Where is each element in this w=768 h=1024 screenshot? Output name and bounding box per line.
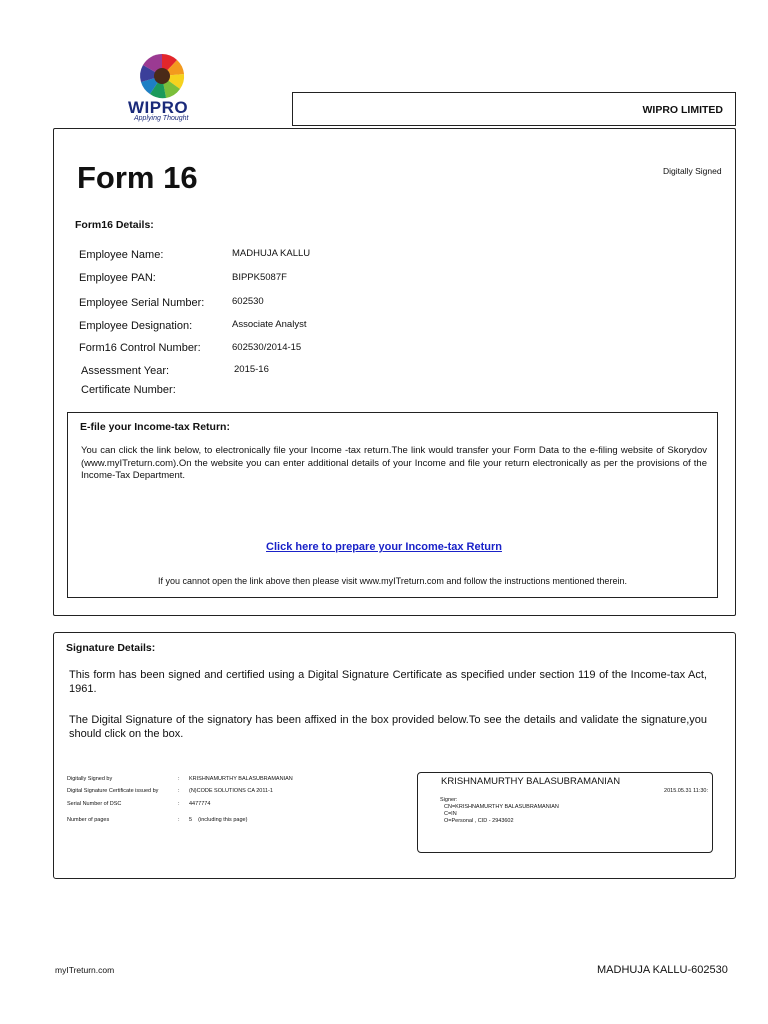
control-number-value: 602530/2014-15 xyxy=(232,342,302,353)
dsc-serial-label: Serial Number of DSC xyxy=(67,801,122,807)
digitally-signed-label: Digitally Signed xyxy=(663,166,722,176)
logo-text: WIPRO xyxy=(128,98,189,117)
signer-org: O=Personal , CID - 2943602 xyxy=(444,818,514,824)
efile-description: You can click the link below, to electronically file your Income -tax return.The link would transfer your Form Data to the e-filing website of Skorydov (www.myITreturn.com).On the website you can enter additional details of your Income and file your return electronically as per the provisions of the Income-Tax Department. xyxy=(81,445,707,481)
logo-tagline: Applying Thought xyxy=(134,115,189,122)
signed-by-label: Digitally Signed by xyxy=(67,776,113,782)
cert-issuer-label: Digital Signature Certificate issued by xyxy=(67,788,159,794)
signer-details xyxy=(440,797,559,825)
signature-paragraph-2: The Digital Signature of the signatory has been affixed in the box provided below.To see the details and validate the signature,you should click on the box. xyxy=(69,714,707,740)
signer-country: C=IN xyxy=(444,811,457,817)
pages-sep: : xyxy=(178,817,180,823)
cert-issuer-value: (N)CODE SOLUTIONS CA 2011-1 xyxy=(189,788,273,794)
signature-heading: Signature Details: xyxy=(66,642,156,654)
signed-by-sep: : xyxy=(178,776,180,782)
assessment-year-label: Assessment Year: xyxy=(81,365,170,377)
signed-by-value: KRISHNAMURTHY BALASUBRAMANIAN xyxy=(189,776,293,782)
employee-designation-value: Associate Analyst xyxy=(232,319,307,330)
employee-serial-label: Employee Serial Number: xyxy=(79,297,205,309)
signer-cn: CN=KRISHNAMURTHY BALASUBRAMANIAN xyxy=(444,804,559,810)
pages-value: 5 (including this page) xyxy=(189,817,248,823)
assessment-year-value: 2015-16 xyxy=(234,364,269,375)
pages-label: Number of pages xyxy=(67,817,110,823)
efile-box xyxy=(67,412,718,598)
employee-name-label: Employee Name: xyxy=(79,249,164,261)
prepare-return-link[interactable]: Click here to prepare your Income-tax Return xyxy=(266,541,502,553)
company-header-box xyxy=(292,92,736,126)
employee-serial-value: 602530 xyxy=(232,296,264,307)
employee-pan-label: Employee PAN: xyxy=(79,272,156,284)
cert-issuer-sep: : xyxy=(178,788,180,794)
signature-date: 2015.05.31 11:30: xyxy=(664,788,708,794)
employee-pan-value: BIPPK5087F xyxy=(232,272,287,283)
digital-signature-box[interactable] xyxy=(417,772,713,853)
dsc-serial-sep: : xyxy=(178,801,180,807)
wipro-logo xyxy=(120,52,280,124)
efile-note: If you cannot open the link above then please visit www.myITreturn.com and follow the instructions mentioned therein. xyxy=(158,576,627,586)
form16-details-heading: Form16 Details: xyxy=(75,219,154,231)
employee-name-value: MADHUJA KALLU xyxy=(232,248,311,259)
page-title: Form 16 xyxy=(77,160,198,195)
footer-employee-id: MADHUJA KALLU-602530 xyxy=(597,964,728,976)
company-name: WIPRO LIMITED xyxy=(642,104,723,116)
control-number-label: Form16 Control Number: xyxy=(79,342,201,354)
signer-name: KRISHNAMURTHY BALASUBRAMANIAN xyxy=(441,776,621,787)
dsc-serial-value: 4477774 xyxy=(189,801,211,807)
efile-heading: E-file your Income-tax Return: xyxy=(80,421,230,433)
signer-label: Signer: xyxy=(440,797,458,803)
footer-website: myITreturn.com xyxy=(55,965,115,975)
signature-paragraph-1: This form has been signed and certified using a Digital Signature Certificate as specified under section 119 of the Income-tax Act, 1961. xyxy=(69,669,707,695)
wipro-flower-logo-icon xyxy=(134,52,190,100)
certificate-number-label: Certificate Number: xyxy=(81,384,176,396)
employee-designation-label: Employee Designation: xyxy=(79,320,193,332)
